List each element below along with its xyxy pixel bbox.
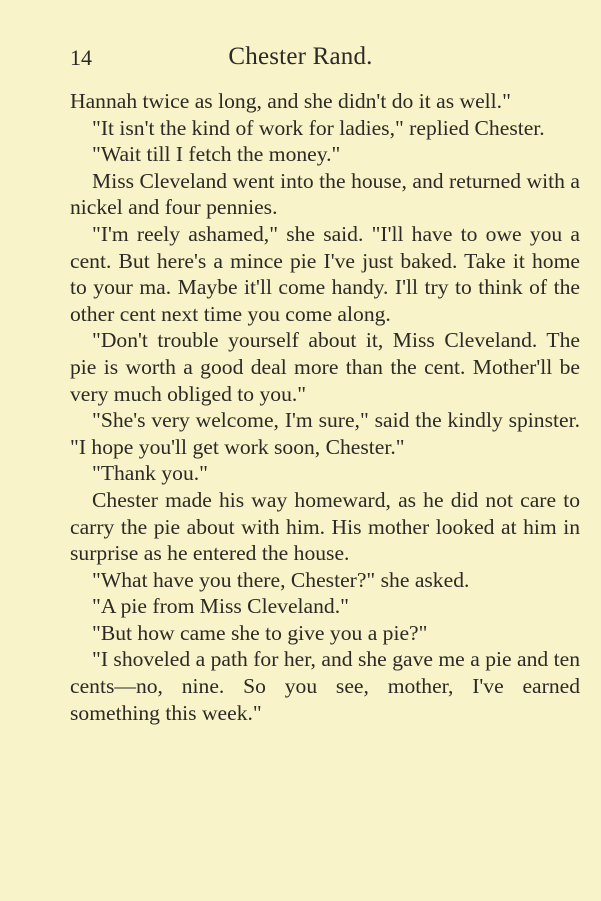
paragraph: "What have you there, Chester?" she asked. [92,567,470,592]
paragraph: "Wait till I fetch the money." [92,142,341,167]
paragraph: "But how came she to give you a pie?" [92,620,428,645]
page-number: 14 [70,45,92,70]
paragraph: "I'm reely ashamed," she said. "I'll have to owe you a cent. But here's a mince pie I've just baked. Take it home to your ma. Maybe it'll come handy. I'll try to think of the other cent next time you come along. [70,221,580,326]
paragraph: "It isn't the kind of work for ladies," replied Chester. [92,115,545,140]
paragraph: "I shoveled a path for her, and she gave me a pie and ten cents—no, nine. So you see, mother, I've earned something this week." [70,647,580,725]
paragraph: "She's very welcome, I'm sure," said the kindly spinster. "I hope you'll get work soon, Chester." [70,408,580,459]
paragraph: Miss Cleveland went into the house, and returned with a nickel and four pennies. [70,168,580,220]
paragraph: "Thank you." [92,461,208,486]
paragraph: Hannah twice as long, and she didn't do it as well." [70,89,511,113]
running-title: Chester Rand. [228,43,373,70]
paragraph: "Don't trouble yourself about it, Miss Cleveland. The pie is worth a good deal more than the cent. Mother'll be very much obliged to you." [70,328,580,406]
body-text [70,88,580,726]
paragraph: "A pie from Miss Cleveland." [92,594,349,619]
paragraph: Chester made his way homeward, as he did not care to carry the pie about with him. His mother looked at him in surprise as he entered the house. [70,487,580,566]
